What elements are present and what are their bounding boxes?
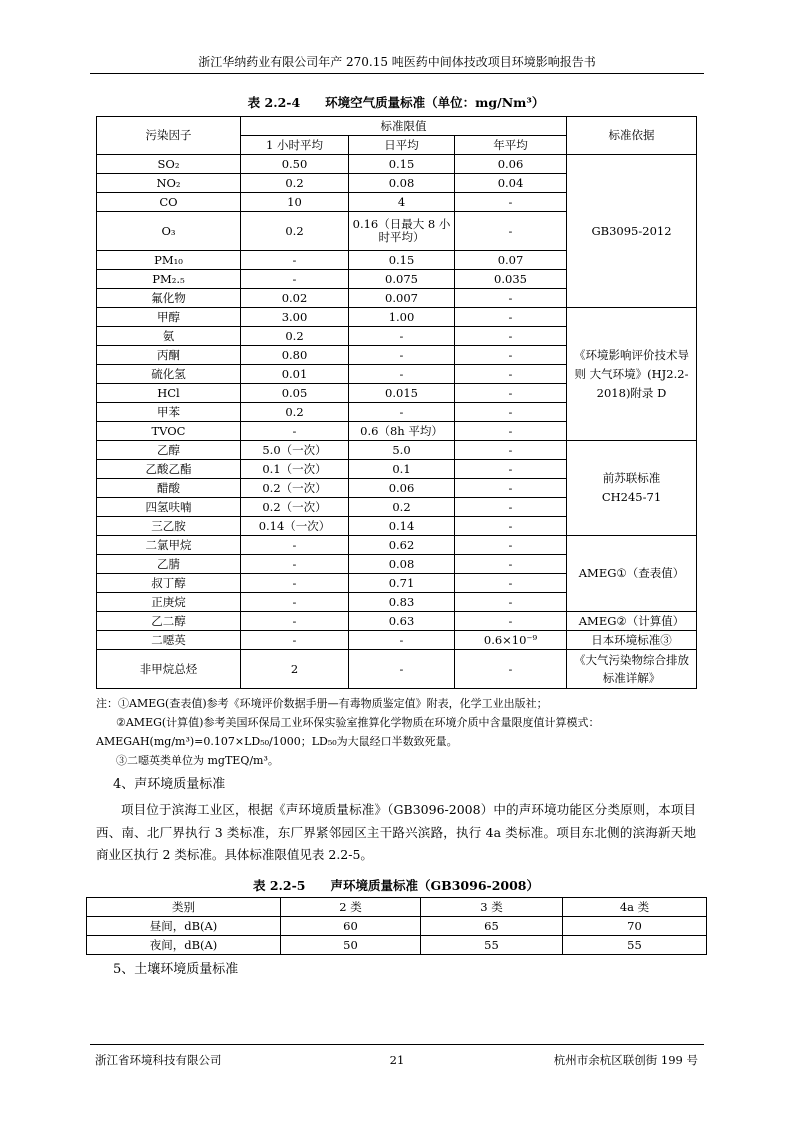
- row-year: -: [455, 346, 567, 365]
- header-basis: 标准依据: [567, 117, 697, 155]
- header-class-4a: 4a 类: [563, 898, 707, 917]
- row-year: -: [455, 308, 567, 327]
- note-3: ③二噁英类单位为 mgTEQ/m³。: [116, 754, 279, 767]
- row-name: 三乙胺: [97, 517, 241, 536]
- row-1h: 10: [241, 193, 349, 212]
- row-night-3: 55: [421, 936, 563, 955]
- row-name: CO: [97, 193, 241, 212]
- row-daytime-4a: 70: [563, 917, 707, 936]
- row-1h: -: [241, 612, 349, 631]
- row-1h: -: [241, 631, 349, 650]
- row-year: -: [455, 403, 567, 422]
- row-1h: 0.1（一次）: [241, 460, 349, 479]
- row-name: 非甲烷总烃: [97, 650, 241, 689]
- row-day: 0.71: [349, 574, 455, 593]
- row-day: -: [349, 631, 455, 650]
- row-1h: 0.2（一次）: [241, 498, 349, 517]
- row-year: -: [455, 555, 567, 574]
- basis-gb3095: GB3095-2012: [567, 155, 697, 308]
- row-day: -: [349, 327, 455, 346]
- section-5-heading: 5、土壤环境质量标准: [113, 962, 239, 977]
- note-1: 注：①AMEG(查表值)参考《环境评价数据手册—有毒物质鉴定值》附表，化学工业出版社；: [96, 697, 548, 710]
- row-name: 甲苯: [97, 403, 241, 422]
- header-year: 年平均: [455, 136, 567, 155]
- row-night-4a: 55: [563, 936, 707, 955]
- row-day: -: [349, 650, 455, 689]
- row-1h: -: [241, 574, 349, 593]
- row-year: -: [455, 422, 567, 441]
- row-name: 乙酸乙酯: [97, 460, 241, 479]
- row-name: PM₁₀: [97, 251, 241, 270]
- row-1h: 0.2: [241, 174, 349, 193]
- row-day: -: [349, 346, 455, 365]
- row-1h: 0.05: [241, 384, 349, 403]
- row-name: TVOC: [97, 422, 241, 441]
- page-header: 浙江华纳药业有限公司年产 270.15 吨医药中间体技改项目环境影响报告书: [198, 55, 596, 69]
- row-year: -: [455, 365, 567, 384]
- row-day: 0.63: [349, 612, 455, 631]
- row-1h: -: [241, 251, 349, 270]
- header-category: 类别: [87, 898, 281, 917]
- row-name: 氨: [97, 327, 241, 346]
- header-class-3: 3 类: [421, 898, 563, 917]
- row-day: -: [349, 403, 455, 422]
- table2-caption: 表 2.2-5 声环境质量标准（GB3096-2008）: [253, 878, 539, 893]
- row-year: -: [455, 612, 567, 631]
- row-day: 0.06: [349, 479, 455, 498]
- row-year: -: [455, 593, 567, 612]
- row-year: -: [455, 574, 567, 593]
- row-year: -: [455, 193, 567, 212]
- row-name: 醋酸: [97, 479, 241, 498]
- row-name: 乙腈: [97, 555, 241, 574]
- row-name: 乙二醇: [97, 612, 241, 631]
- row-name: 二噁英: [97, 631, 241, 650]
- row-name: HCl: [97, 384, 241, 403]
- row-day: 0.075: [349, 270, 455, 289]
- row-year: 0.035: [455, 270, 567, 289]
- row-1h: 0.80: [241, 346, 349, 365]
- header-class-2: 2 类: [281, 898, 421, 917]
- row-year: 0.6×10⁻⁹: [455, 631, 567, 650]
- section-4-heading: 4、声环境质量标准: [113, 777, 226, 792]
- row-name: SO₂: [97, 155, 241, 174]
- row-name: 四氢呋喃: [97, 498, 241, 517]
- row-day: 0.08: [349, 174, 455, 193]
- row-name: 二氯甲烷: [97, 536, 241, 555]
- row-daytime-label: 昼间，dB(A): [87, 917, 281, 936]
- row-name: 丙酮: [97, 346, 241, 365]
- row-year: 0.06: [455, 155, 567, 174]
- row-day: 0.6（8h 平均）: [349, 422, 455, 441]
- row-year: -: [455, 384, 567, 403]
- row-1h: 2: [241, 650, 349, 689]
- section-4-paragraph: 项目位于滨海工业区，根据《声环境质量标准》（GB3096-2008）中的声环境功能区分类原则，本项目西、南、北厂界执行 3 类标准，东厂界紧邻园区主干路兴滨路，执行 4a 类标准。项目东北侧的滨海新天地商业区执行 2 类标准。具体标准限值见表 2.2-5。: [96, 802, 696, 862]
- footer-rule: [90, 1044, 704, 1045]
- table1-caption: 表 2.2-4 环境空气质量标准（单位：mg/Nm³）: [247, 95, 545, 110]
- row-year: -: [455, 327, 567, 346]
- row-name: 氟化物: [97, 289, 241, 308]
- row-night-2: 50: [281, 936, 421, 955]
- row-1h: -: [241, 536, 349, 555]
- header-rule: [90, 73, 704, 74]
- row-day: 0.83: [349, 593, 455, 612]
- basis-comprehensive: 《大气污染物综合排放标准详解》: [567, 650, 697, 689]
- header-limit: 标准限值: [241, 117, 567, 136]
- page-number: 21: [389, 1053, 405, 1067]
- row-year: -: [455, 441, 567, 460]
- row-day: 1.00: [349, 308, 455, 327]
- basis-ch245: 前苏联标准 CH245-71: [567, 441, 697, 536]
- row-name: NO₂: [97, 174, 241, 193]
- row-day: 0.15: [349, 251, 455, 270]
- air-quality-table: [96, 116, 697, 689]
- row-1h: 3.00: [241, 308, 349, 327]
- row-year: -: [455, 517, 567, 536]
- row-1h: 0.2: [241, 212, 349, 251]
- row-year: -: [455, 650, 567, 689]
- row-daytime-3: 65: [421, 917, 563, 936]
- row-name: 叔丁醇: [97, 574, 241, 593]
- row-name: O₃: [97, 212, 241, 251]
- row-day: -: [349, 365, 455, 384]
- footer-address: 杭州市余杭区联创街 199 号: [553, 1053, 698, 1067]
- row-daytime-2: 60: [281, 917, 421, 936]
- row-1h: 0.02: [241, 289, 349, 308]
- row-day: 0.007: [349, 289, 455, 308]
- row-day: 4: [349, 193, 455, 212]
- row-day: 5.0: [349, 441, 455, 460]
- note-2-formula: AMEGAH(mg/m³)=0.107×LD₅₀/1000；LD₅₀为大鼠经口半数致死量。: [96, 735, 458, 748]
- basis-ameg-table: AMEG①（查表值）: [567, 536, 697, 612]
- row-name: 乙醇: [97, 441, 241, 460]
- footer-company: 浙江省环境科技有限公司: [95, 1053, 222, 1067]
- row-day: 0.16（日最大 8 小时平均）: [349, 212, 455, 251]
- row-day: 0.14: [349, 517, 455, 536]
- row-year: -: [455, 212, 567, 251]
- row-1h: 5.0（一次）: [241, 441, 349, 460]
- row-year: -: [455, 460, 567, 479]
- row-night-label: 夜间，dB(A): [87, 936, 281, 955]
- header-1h: 1 小时平均: [241, 136, 349, 155]
- row-name: 硫化氢: [97, 365, 241, 384]
- basis-hj22: 《环境影响评价技术导则 大气环境》(HJ2.2-2018)附录 D: [567, 308, 697, 441]
- row-1h: 0.2: [241, 327, 349, 346]
- row-year: -: [455, 479, 567, 498]
- row-day: 0.15: [349, 155, 455, 174]
- row-1h: 0.2: [241, 403, 349, 422]
- row-day: 0.08: [349, 555, 455, 574]
- row-year: -: [455, 498, 567, 517]
- row-year: -: [455, 536, 567, 555]
- row-year: 0.04: [455, 174, 567, 193]
- row-day: 0.62: [349, 536, 455, 555]
- row-year: -: [455, 289, 567, 308]
- row-1h: -: [241, 593, 349, 612]
- basis-japan: 日本环境标准③: [567, 631, 697, 650]
- noise-standard-table: [86, 897, 707, 955]
- row-year: 0.07: [455, 251, 567, 270]
- row-day: 0.2: [349, 498, 455, 517]
- row-1h: 0.01: [241, 365, 349, 384]
- header-day: 日平均: [349, 136, 455, 155]
- note-2: ②AMEG(计算值)参考美国环保局工业环保实验室推算化学物质在环境介质中含量限度值计算模式：: [116, 716, 600, 729]
- header-pollutant: 污染因子: [97, 117, 241, 155]
- row-1h: 0.2（一次）: [241, 479, 349, 498]
- row-1h: -: [241, 270, 349, 289]
- row-name: PM₂.₅: [97, 270, 241, 289]
- row-1h: 0.14（一次）: [241, 517, 349, 536]
- row-1h: 0.50: [241, 155, 349, 174]
- row-1h: -: [241, 555, 349, 574]
- row-day: 0.015: [349, 384, 455, 403]
- row-name: 正庚烷: [97, 593, 241, 612]
- basis-ameg-calc: AMEG②（计算值）: [567, 612, 697, 631]
- row-name: 甲醇: [97, 308, 241, 327]
- row-day: 0.1: [349, 460, 455, 479]
- row-1h: -: [241, 422, 349, 441]
